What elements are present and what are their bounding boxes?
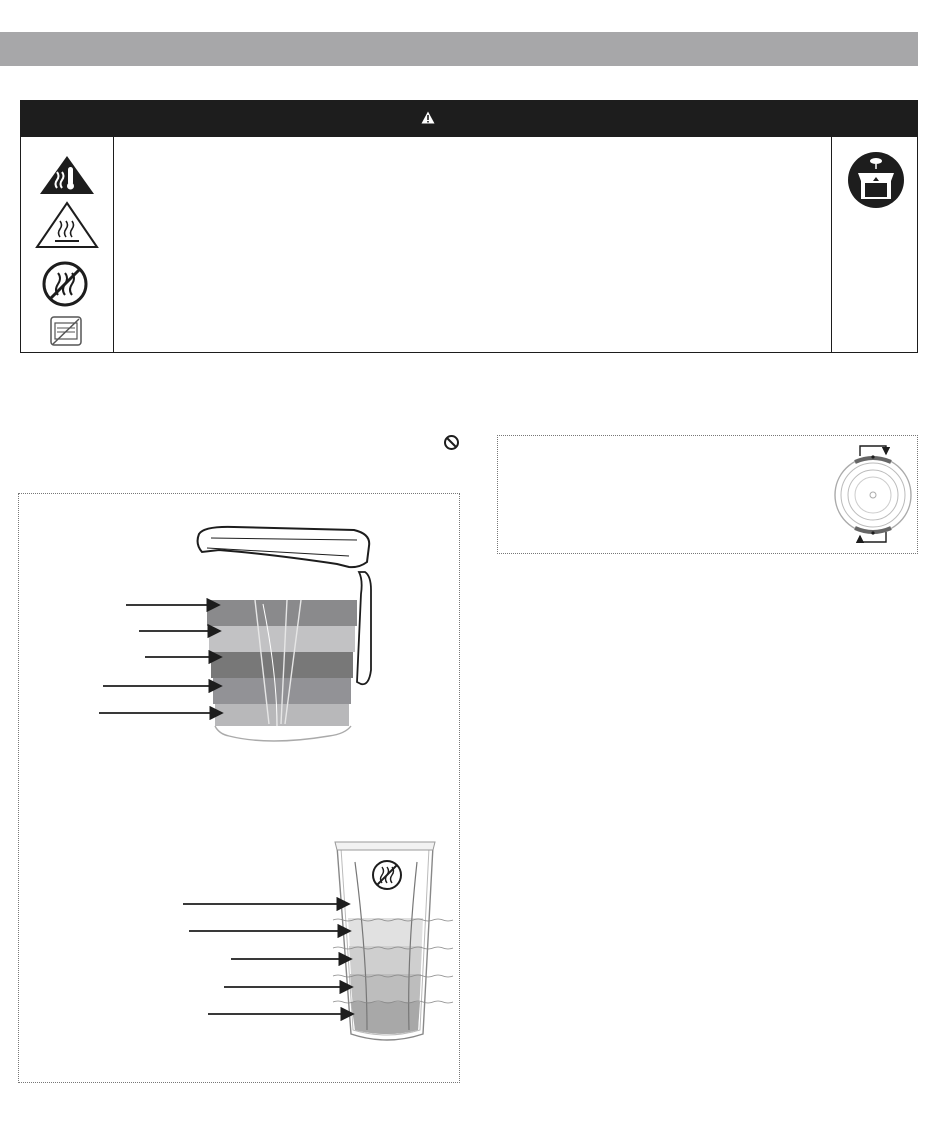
section-title-bar	[0, 32, 918, 66]
twist-lock-panel	[497, 435, 918, 554]
fill-levels-figure-panel	[18, 493, 460, 1083]
blender-container-illustration	[99, 527, 371, 741]
twist-lock-dial-icon	[828, 438, 918, 552]
blending-cup-illustration	[183, 842, 453, 1040]
no-hot-liquids-icon	[41, 260, 89, 308]
warning-text-area	[114, 137, 832, 353]
warning-header	[21, 101, 917, 137]
hot-thermometer-warning-icon	[39, 155, 95, 195]
container-and-cup-illustration	[19, 494, 459, 1082]
lid-secure-icon	[847, 151, 905, 209]
warning-icons-column	[21, 137, 114, 353]
warning-triangle-icon	[421, 111, 435, 124]
no-dishwasher-icon	[49, 315, 83, 347]
warning-right-column	[832, 137, 918, 353]
warning-box	[20, 100, 918, 353]
prohibited-icon	[443, 434, 460, 451]
hot-surface-warning-icon	[35, 201, 99, 249]
